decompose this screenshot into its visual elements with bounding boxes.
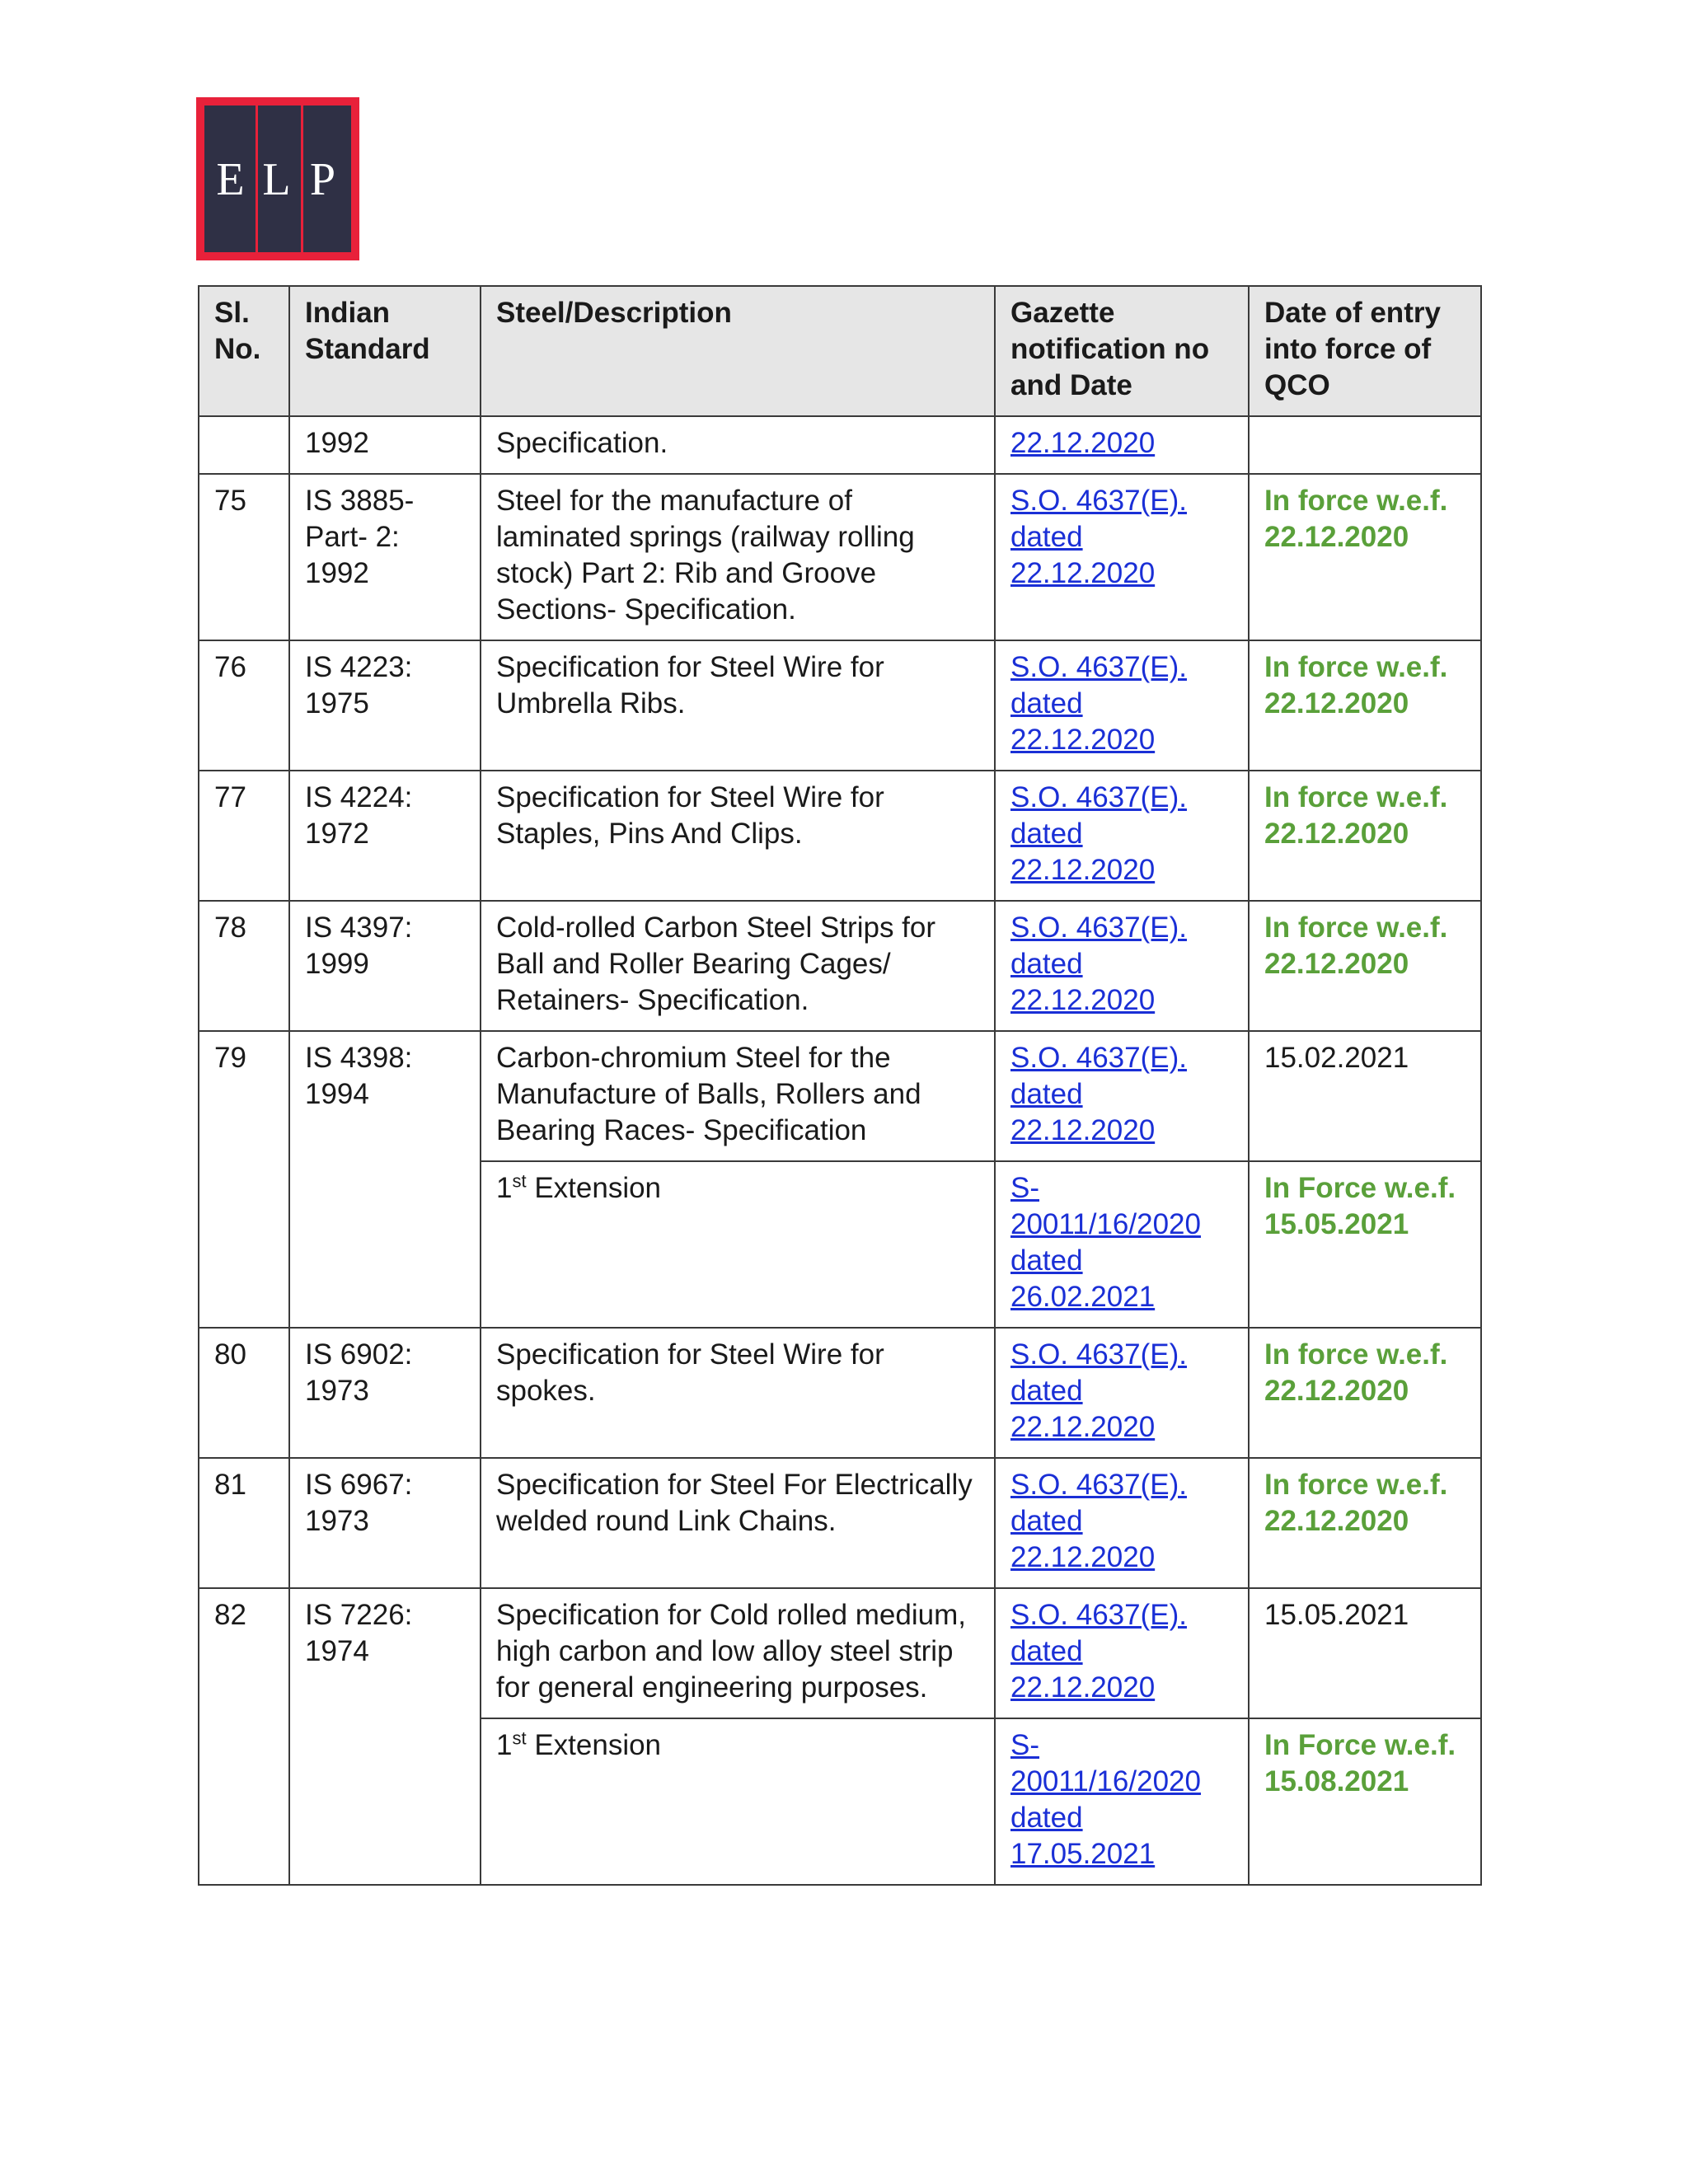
cell-sl-no — [199, 416, 289, 474]
cell-sl-no: 81 — [199, 1458, 289, 1588]
cell-gazette — [995, 901, 1249, 1031]
table-row — [199, 1328, 1481, 1458]
table-row — [199, 474, 1481, 640]
extension-ordinal-suffix: st — [512, 1727, 527, 1749]
cell-entry-date: In force w.e.f. 22.12.2020 — [1249, 771, 1481, 901]
cell-standard: IS 4224: 1972 — [289, 771, 481, 901]
cell-description: Specification for Steel Wire for Staples, Pins And Clips. — [481, 771, 995, 901]
logo-panel — [204, 105, 351, 252]
header-entry-date: Date of entry into force of QCO — [1249, 286, 1481, 416]
header-sl-no: Sl. No. — [199, 286, 289, 416]
cell-description: Specification for Steel Wire for Umbrella Ribs. — [481, 640, 995, 771]
cell-sl-no: 75 — [199, 474, 289, 640]
cell-description: Carbon-chromium Steel for the Manufacture of Balls, Rollers and Bearing Races- Specification — [481, 1031, 995, 1161]
gazette-link[interactable]: S.O. 4637(E). dated 22.12.2020 — [1010, 781, 1187, 886]
cell-gazette — [995, 416, 1249, 474]
extension-ordinal: 1 — [496, 1729, 513, 1761]
extension-ordinal-suffix: st — [512, 1170, 527, 1192]
gazette-link[interactable]: S.O. 4637(E). dated 22.12.2020 — [1010, 1338, 1187, 1443]
cell-description: Steel for the manufacture of laminated springs (railway rolling stock) Part 2: Rib and Groove Sections- Specification. — [481, 474, 995, 640]
cell-standard: IS 4223: 1975 — [289, 640, 481, 771]
cell-description: Specification for Steel Wire for spokes. — [481, 1328, 995, 1458]
logo-letter: P — [309, 154, 339, 205]
cell-entry-date: In Force w.e.f. 15.08.2021 — [1249, 1718, 1481, 1885]
cell-sl-no: 82 — [199, 1588, 289, 1885]
extension-label: Extension — [526, 1729, 662, 1761]
elp-logo — [196, 97, 359, 260]
logo-letter: L — [262, 154, 293, 205]
cell-sl-no: 76 — [199, 640, 289, 771]
cell-description: Cold-rolled Carbon Steel Strips for Ball and Roller Bearing Cages/ Retainers- Specification. — [481, 901, 995, 1031]
cell-entry-date: In force w.e.f. 22.12.2020 — [1249, 1458, 1481, 1588]
gazette-link[interactable]: S- 20011/16/2020 dated 26.02.2021 — [1010, 1172, 1201, 1313]
cell-standard: 1992 — [289, 416, 481, 474]
cell-gazette — [995, 1718, 1249, 1885]
cell-entry-date: In force w.e.f. 22.12.2020 — [1249, 640, 1481, 771]
cell-standard: IS 4398: 1994 — [289, 1031, 481, 1328]
table-header-row — [199, 286, 1481, 416]
header-gazette: Gazette notification no and Date — [995, 286, 1249, 416]
cell-description — [481, 1161, 995, 1328]
cell-gazette — [995, 640, 1249, 771]
gazette-link[interactable]: S.O. 4637(E). dated 22.12.2020 — [1010, 485, 1187, 589]
cell-sl-no: 79 — [199, 1031, 289, 1328]
gazette-link[interactable]: S.O. 4637(E). dated 22.12.2020 — [1010, 1599, 1187, 1704]
cell-description: Specification for Cold rolled medium, high carbon and low alloy steel strip for general engineering purposes. — [481, 1588, 995, 1718]
table-row — [199, 1588, 1481, 1718]
cell-standard: IS 7226: 1974 — [289, 1588, 481, 1885]
cell-gazette — [995, 1328, 1249, 1458]
logo-text — [204, 153, 351, 206]
cell-gazette — [995, 1588, 1249, 1718]
cell-entry-date: 15.02.2021 — [1249, 1031, 1481, 1161]
gazette-link[interactable]: S.O. 4637(E). dated 22.12.2020 — [1010, 1469, 1187, 1573]
cell-standard: IS 4397: 1999 — [289, 901, 481, 1031]
logo-letter: E — [216, 154, 247, 205]
cell-sl-no: 80 — [199, 1328, 289, 1458]
table-row — [199, 1031, 1481, 1161]
cell-entry-date: In Force w.e.f. 15.05.2021 — [1249, 1161, 1481, 1328]
cell-entry-date: 15.05.2021 — [1249, 1588, 1481, 1718]
table-row — [199, 901, 1481, 1031]
header-indian-standard: Indian Standard — [289, 286, 481, 416]
cell-entry-date: In force w.e.f. 22.12.2020 — [1249, 901, 1481, 1031]
cell-gazette — [995, 1031, 1249, 1161]
cell-gazette — [995, 1458, 1249, 1588]
extension-ordinal: 1 — [496, 1172, 513, 1204]
gazette-link[interactable]: S.O. 4637(E). dated 22.12.2020 — [1010, 1042, 1187, 1146]
gazette-link[interactable]: S.O. 4637(E). dated 22.12.2020 — [1010, 912, 1187, 1016]
cell-standard: IS 6902: 1973 — [289, 1328, 481, 1458]
gazette-link[interactable]: S- 20011/16/2020 dated 17.05.2021 — [1010, 1729, 1201, 1870]
table-row — [199, 771, 1481, 901]
cell-entry-date: In force w.e.f. 22.12.2020 — [1249, 474, 1481, 640]
cell-description: Specification. — [481, 416, 995, 474]
gazette-link[interactable]: S.O. 4637(E). dated 22.12.2020 — [1010, 651, 1187, 756]
qco-table — [198, 285, 1482, 1886]
cell-description — [481, 1718, 995, 1885]
cell-gazette — [995, 474, 1249, 640]
table-row — [199, 416, 1481, 474]
cell-sl-no: 77 — [199, 771, 289, 901]
cell-standard: IS 3885- Part- 2: 1992 — [289, 474, 481, 640]
cell-standard: IS 6967: 1973 — [289, 1458, 481, 1588]
gazette-link[interactable]: 22.12.2020 — [1010, 427, 1156, 459]
header-description: Steel/Description — [481, 286, 995, 416]
cell-gazette — [995, 1161, 1249, 1328]
cell-gazette — [995, 771, 1249, 901]
table-row — [199, 640, 1481, 771]
table-row — [199, 1458, 1481, 1588]
extension-label: Extension — [526, 1172, 662, 1204]
cell-entry-date: In force w.e.f. 22.12.2020 — [1249, 1328, 1481, 1458]
cell-description: Specification for Steel For Electrically welded round Link Chains. — [481, 1458, 995, 1588]
cell-sl-no: 78 — [199, 901, 289, 1031]
cell-entry-date — [1249, 416, 1481, 474]
